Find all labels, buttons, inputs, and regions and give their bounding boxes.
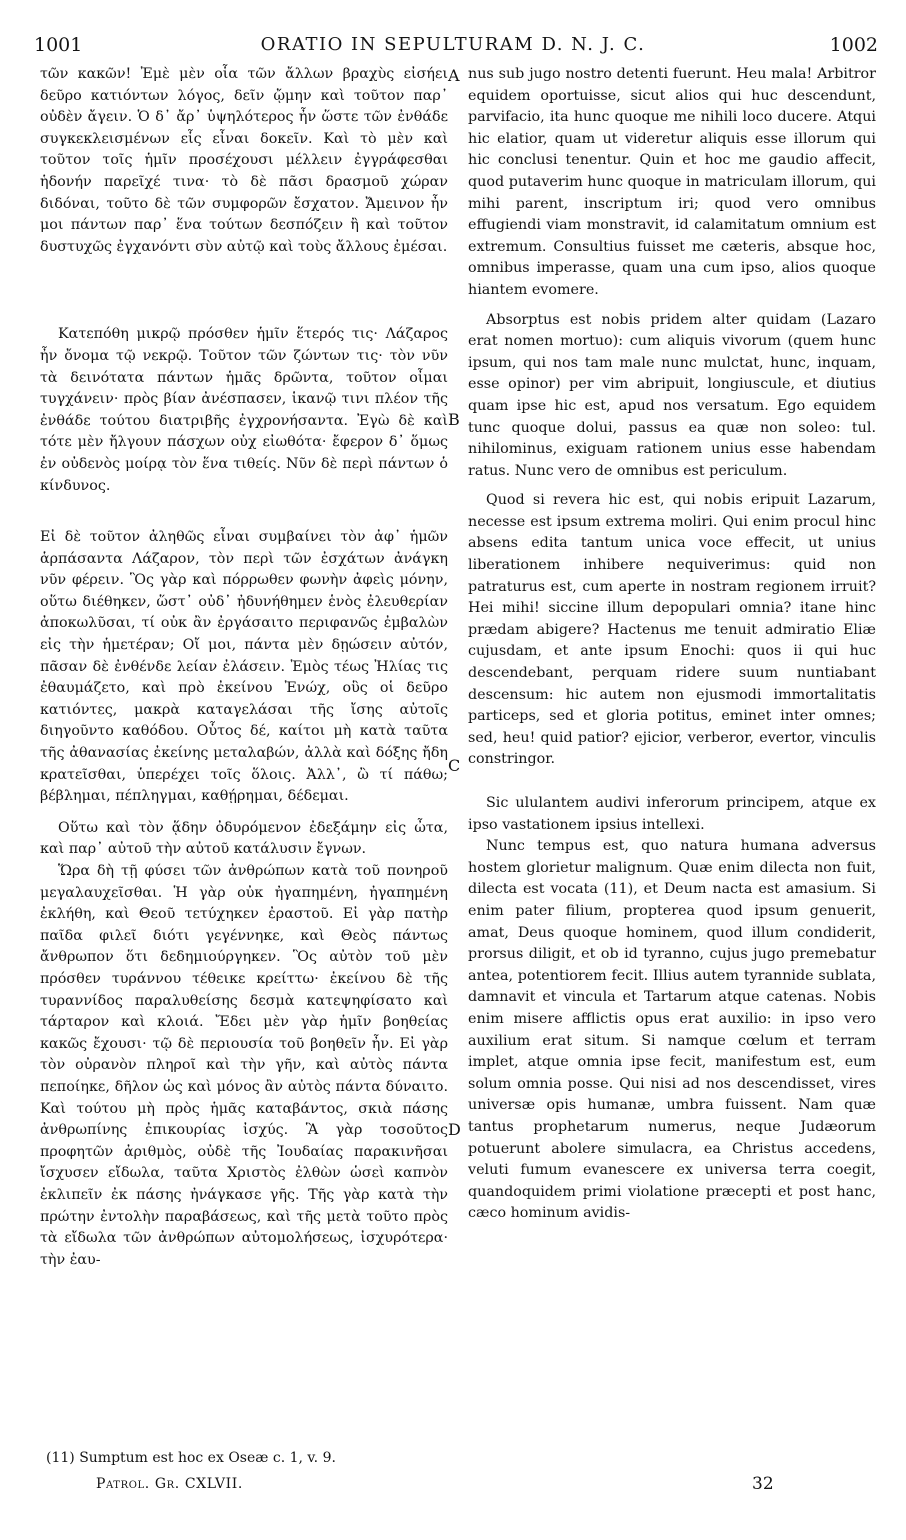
series-signature: Patrol. Gr. CXLVII. [96, 1476, 243, 1492]
section-marker-d: D [448, 1120, 461, 1139]
signature-number: 32 [752, 1474, 774, 1494]
greek-paragraph: Εἰ δὲ τοῦτον ἀληθῶς εἶναι συμβαίνει τὸν ἀφ᾽ ἡμῶν ἁρπάσαντα Λάζαρον, τὸν περὶ τῶν ἐσχάτων ἀνάγκη νῦν φέρειν. Ὃς γὰρ καὶ πόρρωθεν φωνὴν ἀφεὶς μόνην, οὕτω διέθηκεν, ὥστ᾽ οὐδ᾽ ἠδυνήθημεν ἑνὸς ἐλευθερίαν ἀποκωλῦσαι, τί οὐκ ἂν ἐργάσαιτο περιφανῶς ἐμβαλὼν εἰς τὴν ἡμετέραν; Οἴ μοι, πάντα μὲν δῃώσειν αὐτόν, πᾶσαν δὲ ἐνθένδε λείαν ἐλάσειν. Ἐμὸς τέως Ἠλίας τις ἐθαυμάζετο, καὶ πρὸ ἐκείνου Ἐνώχ, οὓς οἱ δεῦρο κατιόντες, μακρὰ καταγελάσαι τῆς ἴσης αὐτοῖς διηγοῦντο καθόδου. Οὗτος δέ, καίτοι μὴ κατὰ ταῦτα τῆς ἀθανασίας ἐκείνης μεταλαβών, ἀλλὰ καὶ δόξης ἤδη κρατεῖσθαι, ὑπερέχει τοῖς ὅλοις. Ἀλλ᾽, ὢ τί πάθω; βέβλημαι, πέπληγμαι, καθῄρημαι, δέδεμαι. [40, 529, 448, 805]
latin-paragraph: Absorptus est nobis pridem alter quidam (Lazaro erat nomen mortuo): cum aliquis vivorum (quem hunc ipsum, qui nos tam male nunc mulctat, hunc, inquam, esse opinor) per vim abripuit, longiuscule, et diutius quam ipse hic est, apud nos versatum. Ego equidem tunc quoque dolui, passus ea quæ non soleo: tul. nihilominus, exiguam rationem unius esse habendam ratus. Nunc vero de omnibus est periculum. [468, 311, 876, 479]
latin-paragraph: Quod si revera hic est, qui nobis eripuit Lazarum, necesse est ipsum extrema moliri. Qui enim procul hinc absens edita tantum unica voce effecit, ut unius liberationem inhibere nequiverimus: quid non patraturus est, cum aperte in nostram regionem irruit? Hei mihi! siccine illum depopulari omnia? itane hinc prædam abigere? Hactenus me tenuit admiratio Eliæ cujusdam, et ante ipsum Enochi: quos ii qui huc descendebant, perquam ridere suum nuntiabant descensum: hic autem non ejusmodi immortalitatis particeps, sed et gloria potitus, eminet inter omnes; sed, heu! quid patior? ejicior, verberor, evertor, vinculis constringor. [468, 492, 876, 768]
greek-column [40, 64, 448, 1271]
right-column-number: 1002 [829, 34, 878, 56]
greek-paragraph: τῶν κακῶν! Ἐμὲ μὲν οἷα τῶν ἄλλων βραχὺς εἰσήει δεῦρο κατιόντων λόγος, δεῖν ᾤμην καὶ τοῦτον παρ᾽ οὐδὲν ἄγειν. Ὁ δ᾽ ἄρ᾽ ὑψηλότερος ἦν ὥστε τῶν ἐνθάδε συγκεκλεισμένων εἷς εἶναι δοκεῖν. Καὶ τὸ μὲν καὶ τοῦτον τοῖς ἡμῖν προσέχουσι μέλλειν ἐγγράφεσθαι ἡδονήν παρεῖχέ τινα· τὸ δὲ πᾶσι δρασμοῦ χώραν διδόναι, τοῦτο δὲ τῶν συμφορῶν ἔσχατον. Ἄμεινον ἦν μοι πάντων παρ᾽ ἕνα τούτων δεσπόζειν ἢ καὶ τοῦτον δυστυχῶς ἐγχανόντι σὺν αὐτῷ καὶ τοὺς ἄλλους ἐμέσαι. [40, 66, 448, 255]
latin-paragraph: Nunc tempus est, quo natura humana adversus hostem glorietur malignum. Quæ enim dilecta non fuit, dilecta est vocata (11), et Deum nacta est amasium. Si enim pater filium, propterea quod ipsum genuerit, amat, Deus quoque hominem, quod illum condiderit, prorsus diligit, et ob id tyranno, cujus jugo premebatur antea, potentiorem fecit. Illius autem tyrannide sublata, damnavit et vincula et Tartarum atque catenas. Nobis enim misere afflictis opus erat auxilio: in ipso vero auxilium erat situm. Si namque cœlum et terram implet, atque omnia ipse fecit, manifestum est, eum solum omnia posse. Qui nisi ad nos descendisset, vires universæ opis humanæ, umbra fuissent. Nam quæ tantus prophetarum numerus, neque Judæorum potuerunt abolere simulacra, ea Christus accedens, veluti fumum evanescere ex universa terra coegit, quandoquidem primi violatione præcepti et post hanc, cæco hominum avidis- [468, 838, 876, 1222]
greek-paragraph: Ὥρα δὴ τῇ φύσει τῶν ἀνθρώπων κατὰ τοῦ πονηροῦ μεγαλαυχεῖσθαι. Ἡ γὰρ οὐκ ἠγαπημένη, ἠγαπημένη ἐκλήθη, καὶ Θεοῦ τετύχηκεν ἐραστοῦ. Εἰ γὰρ πατὴρ παῖδα φιλεῖ διότι γεγέννηκε, καὶ Θεὸς πάντως ἄνθρωπον ὅτι δεδημιούργηκεν. Ὃς αὐτὸν τοῦ μὲν πρόσθεν τυράννου τέθεικε κρείττω· ἐκείνου δὲ τῆς τυραννίδος παραλυθείσης δεσμὰ κατεψηφίσατο καὶ τάρταρον καὶ κλοιά. Ἔδει μὲν γὰρ ἡμῖν βοηθείας κακῶς ἔχουσι· τῷ δὲ περιουσία τοῦ βοηθεῖν ἦν. Εἰ γὰρ τὸν οὐρανὸν πληροῖ καὶ τὴν γῆν, καὶ αὐτὸς πάντα πεποίηκε, δῆλον ὡς καὶ μόνος ἂν αὐτὸς πάντα δύναιτο. Καὶ τούτου μὴ πρὸς ἡμᾶς καταβάντος, σκιὰ πάσης ἀνθρωπίνης ἐπικουρίας ἰσχύς. Ἃ γὰρ τοσοῦτος προφητῶν ἀριθμὸς, οὐδὲ τῆς Ἰουδαίας παρακινῆσαι ἴσχυσεν εἴδωλα, ταῦτα Χριστὸς ἐλθὼν ὡσεὶ καπνὸν ἐκλιπεῖν ἐκ πάσης ἠνάγκασε γῆς. Τῆς γὰρ κατὰ τὴν πρώτην ἐντολὴν παραβάσεως, καὶ τῆς μετὰ τοῦτο πρὸς τὰ εἴδωλα τῶν ἀνθρώπων αὐτομολήσεως, ἰσχυρότερα· τὴν ἐαυ- [40, 863, 448, 1268]
page-header [0, 34, 906, 62]
latin-paragraph: nus sub jugo nostro detenti fuerunt. Heu mala! Arbitror equidem oportuisse, sicut alios qui huc descendunt, parvifacio, ita hunc quoque me nihili loco ducere. Atqui hic elatior, quam ut videretur aliquis esse illorum qui hic conclusi tenentur. Quin et hoc me gaudio affecit, quod putaverim hunc quoque in matriculam illorum, qui mihi parent, inscriptum iri; quod vero omnibus effugiendi viam monstravit, id calamitatum omnium est extremum. Consultius fuisset me cæteris, absque hoc, omnibus imperasse, quam una cum ipso, alios quoque hiantem evomere. [468, 66, 876, 298]
latin-paragraph: Sic ululantem audivi inferorum principem, atque ex ipso vastationem ipsius intellexi. [468, 795, 876, 833]
greek-paragraph: Κατεπόθη μικρῷ πρόσθεν ἡμῖν ἕτερός τις· Λάζαρος ἦν ὄνομα τῷ νεκρῷ. Τοῦτον τῶν ζώντων τις· τὸν νῦν τὰ δεινότατα πάντων ἡμᾶς δρῶντα, τοῦτον οἶμαι τυγχάνειν· πρὸς βίαν ἀνέσπασεν, ἱκανῷ τινι πλέον τῆς ἐνθάδε τούτου διατριβῆς ἐγχρονήσαντα. Ἐγὼ δὲ καὶ τότε μὲν ἤλγουν πάσχων οὐχ εἰωθότα· ἔφερον δ᾽ ὅμως ἐν οὐδενὸς μοίρᾳ τὸν ἕνα τιθείς. Νῦν δὲ περὶ πάντων ὁ κίνδυνος. [40, 326, 448, 494]
greek-paragraph: Οὕτω καὶ τὸν ᾅδην ὀδυρόμενον ἐδεξάμην εἰς ὦτα, καὶ παρ᾽ αὐτοῦ τὴν αὐτοῦ κατάλυσιν ἔγνων. [40, 819, 448, 858]
section-marker-a: A [448, 66, 460, 85]
latin-column [468, 64, 876, 1225]
running-title: ORATIO IN SEPULTURAM D. N. J. C. [260, 34, 646, 55]
section-marker-b: B [448, 410, 460, 429]
section-marker-c: C [448, 756, 461, 775]
footnote: (11) Sumptum est hoc ex Oseæ c. 1, v. 9. [46, 1450, 336, 1466]
left-column-number: 1001 [34, 34, 83, 56]
